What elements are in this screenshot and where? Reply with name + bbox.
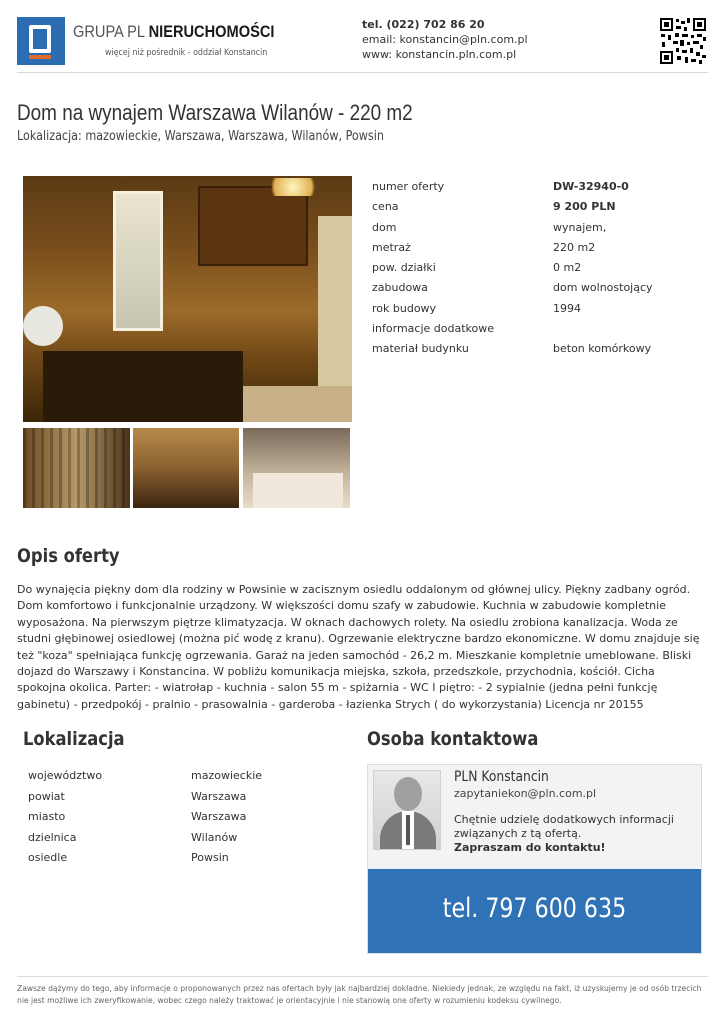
footer-divider	[17, 976, 708, 977]
disclaimer: Zawsze dążymy do tego, aby informacje o proponowanych przez nas ofertach były jak najbardziej dokładne. Niekiedy jednak, ze względu na fakt, iż uzyskujemy je od osób trzecich nie jest możliwe ich zweryfikowanie, wobec czego należy traktować je orientacyjnie i nie stanowią one oferty w rozumieniu kodeksu cywilnego.	[17, 984, 702, 1005]
brand-tagline: więcej niż pośrednik - oddział Konstancin	[105, 48, 268, 58]
photo-thumbnail[interactable]	[23, 428, 130, 508]
location-subtitle: Lokalizacja: mazowieckie, Warszawa, Warszawa, Wilanów, Powsin	[17, 129, 384, 144]
contact-email[interactable]: zapytaniekon@pln.com.pl	[454, 787, 597, 800]
avatar	[373, 770, 441, 850]
contact-info: Chętnie udzielę dodatkowych informacji związanych z tą ofertą. Zapraszam do kontaktu!	[454, 813, 694, 855]
detail-row: dom wynajem,	[372, 220, 607, 234]
header-divider	[17, 72, 708, 73]
location-table	[28, 767, 348, 870]
location-row: miasto Warszawa	[28, 810, 247, 823]
office-contact	[362, 17, 528, 62]
logo-mark-icon	[29, 25, 51, 53]
contact-name: PLN Konstancin	[454, 769, 549, 785]
offer-details	[372, 178, 712, 361]
location-row: powiat Warszawa	[28, 789, 247, 803]
location-row: województwo mazowieckie	[28, 769, 263, 782]
detail-row: pow. działki 0 m2	[372, 261, 582, 275]
photo-thumbnail[interactable]	[243, 428, 350, 508]
page-header	[0, 0, 725, 75]
office-phone[interactable]: tel. (022) 702 86 20	[362, 18, 485, 31]
location-row: osiedle Powsin	[28, 851, 229, 864]
brand-name: GRUPA PL NIERUCHOMOŚCI	[73, 22, 275, 41]
detail-row: cena 9 200 PLN	[372, 200, 616, 214]
contact-cta: Zapraszam do kontaktu!	[454, 841, 606, 854]
detail-row: materiał budynku beton komórkowy	[372, 342, 652, 356]
office-email[interactable]: email: konstancin@pln.com.pl	[362, 33, 528, 46]
contact-card	[367, 764, 702, 954]
office-website[interactable]: www: konstancin.pln.com.pl	[362, 48, 517, 61]
contact-phone-button[interactable]	[368, 869, 701, 953]
contact-heading: Osoba kontaktowa	[367, 728, 539, 750]
photo-thumbnail[interactable]	[133, 428, 239, 508]
detail-row: zabudowa dom wolnostojący	[372, 281, 653, 295]
description-text: Do wynajęcia piękny dom dla rodziny w Powsinie w zacisznym osiedlu oddalonym od głównej ulicy. Piękny zadbany ogród. Dom komfortowo i funkcjonalnie urządzony. W większości domu szafy w zabudowie. Kuchnia w zabudowie kompletnie wyposażona. Na pierwszym piętrze klimatyzacja. W oknach dachowych rolety. Na osiedlu zrobiona kanalizacja. Woda ze studni głębinowej osiedlowej (można pić wodę z kranu). Ogrzewanie elektryczne bardzo ekonomiczne. W domu znajduje się też "koza" spełniająca funkcję ogrzewania. Garaż na jeden samochód - 26,2 m. Mieszkanie kompletnie umeblowane. Bliski dojazd do Warszawy i Konstancina. W pobliżu komunikacja miejska, szkoła, przedszkole, przychodnia, kościół. Cicha spokojna okolica. Parter: - wiatrołap - kuchnia - salon 55 m - spiżarnia - WC I piętro: - 2 sypialnie (jedna pełni funkcję gabinetu) - przedpokój - pralnio - prasowalnia - garderoba - łazienka Strych ( do wykorzystania) Licencja nr 20155	[17, 583, 700, 711]
detail-row: numer oferty DW-32940-0	[372, 180, 629, 193]
company-logo[interactable]	[17, 17, 65, 65]
page-title: Dom na wynajem Warszawa Wilanów - 220 m2	[17, 100, 413, 125]
description-heading: Opis oferty	[17, 545, 120, 567]
contact-phone[interactable]: tel. 797 600 635	[442, 893, 627, 924]
main-photo[interactable]	[23, 176, 352, 422]
qr-code-icon	[659, 17, 707, 65]
detail-row: rok budowy 1994	[372, 301, 581, 315]
detail-row: metraż 220 m2	[372, 240, 596, 254]
location-row: dzielnica Wilanów	[28, 830, 238, 844]
location-heading: Lokalizacja	[23, 728, 125, 750]
detail-row: informacje dodatkowe	[372, 322, 495, 336]
